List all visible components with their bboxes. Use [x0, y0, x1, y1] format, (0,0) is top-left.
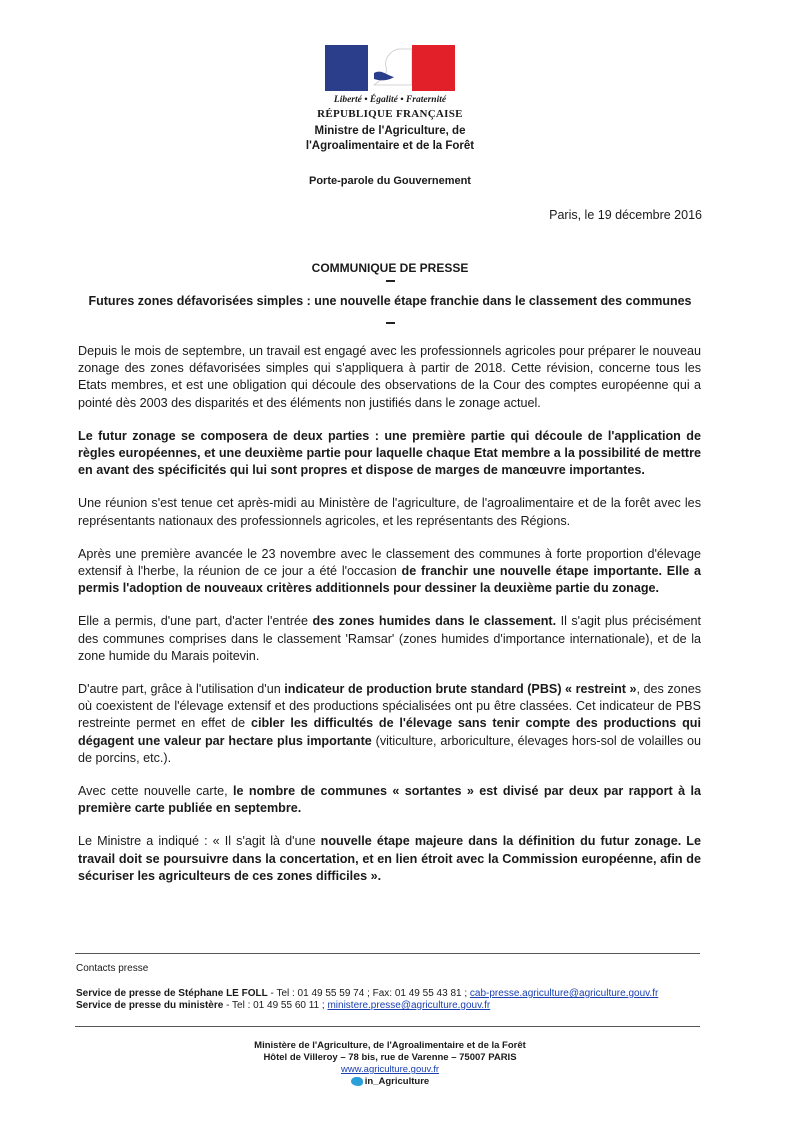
contact-label: Service de presse de Stéphane LE FOLL [76, 988, 268, 999]
email-link[interactable]: cab-presse.agriculture@agriculture.gouv.fr [469, 988, 659, 999]
text: , des zones où coexistent de l'élevage extensif et des productions spécialisées ont pu être classées. Cet indicateur de PBS restreinte permet en effet de [78, 682, 701, 731]
paragraph-1: Depuis le mois de septembre, un travail est engagé avec les professionnels agricoles pour préparer le nouveau zonage des zones défavorisées simples qui s'appliquera à partir de 2018. Cette révision, concerne tous les Etats membres, et est une obligation qui découle des observations de la Cour des comptes européenne qui a pointé dès 2003 des disparités et des éléments non justifiés dans le zonage actuel. [78, 344, 701, 410]
email-link[interactable]: ministere.presse@agriculture.gouv.fr [327, 1000, 491, 1011]
text: Il s'agit plus précisément des communes comprises dans le classement 'Ramsar' (zones humides d'importance internationale), et de la zone humide du Marais poitevin. [78, 614, 701, 663]
twitter-handle[interactable]: in_Agriculture [364, 1076, 430, 1087]
paragraph-4 [78, 546, 701, 598]
paragraph-5 [78, 613, 701, 665]
text: D'autre part, grâce à l'utilisation d'un [78, 682, 285, 697]
paragraph-6 [78, 681, 701, 767]
text: Elle a permis, d'une part, d'acter l'entrée [78, 614, 313, 629]
contacts-heading: Contacts presse [76, 963, 149, 974]
footer [180, 1040, 600, 1088]
spokesperson-title: Porte-parole du Gouvernement [309, 175, 471, 187]
divider [75, 953, 700, 954]
bold-text: le nombre de communes « sortantes » est divisé par deux par rapport à la première carte publiée en septembre. [78, 784, 701, 816]
bold-text: cibler les difficultés de l'élevage sans tenir compte des productions qui dégagent une valeur par hectare plus importante [78, 716, 701, 748]
contact-line-2 [76, 1000, 490, 1011]
separator-dash [386, 322, 395, 324]
separator-dash [386, 280, 395, 282]
ministry-line-1: Ministre de l'Agriculture, de [314, 125, 466, 137]
text: Avec cette nouvelle carte, [78, 784, 234, 799]
motto: Liberté • Égalité • Fraternité [333, 95, 447, 105]
contact-text: - Tel : 01 49 55 59 74 ; Fax: 01 49 55 43 81 ; [267, 988, 470, 999]
republic-name: RÉPUBLIQUE FRANÇAISE [317, 108, 463, 120]
text: Après une première avancée le 23 novembre avec le classement des communes à forte proportion d'élevage extensif à l'herbe, la réunion de ce jour a été l'occasion [78, 546, 701, 579]
document-subtitle: Futures zones défavorisées simples : une nouvelle étape franchie dans le classement des communes [88, 294, 692, 308]
footer-ministry: Ministère de l'Agriculture, de l'Agroalimentaire et de la Forêt [254, 1040, 526, 1051]
website-link[interactable]: www.agriculture.gouv.fr [340, 1064, 440, 1075]
bold-text: nouvelle étape majeure dans la définition du futur zonage. Le travail doit se poursuivre dans la concertation, et en lien étroit avec la Commission européenne, afin de sécuriser les agriculteurs de ces zones difficiles ». [78, 834, 701, 883]
contact-line-1 [76, 988, 658, 999]
divider [75, 1026, 700, 1027]
ministry-name [260, 124, 520, 154]
date-line: Paris, le 19 décembre 2016 [549, 208, 702, 222]
paragraph-8 [78, 833, 701, 885]
contact-label: Service de presse du ministère [76, 1000, 224, 1011]
paragraph-7 [78, 783, 701, 817]
contact-text: - Tel : 01 49 55 60 11 ; [223, 1000, 328, 1011]
body-text [78, 343, 701, 901]
text: (viticulture, arboriculture, élevages hors-sol de volailles ou de porcins, etc.). [78, 733, 702, 765]
ministry-line-2: l'Agroalimentaire et de la Forêt [305, 140, 475, 152]
text: Le Ministre a indiqué : « Il s'agit là d'une [78, 834, 321, 849]
bold-text: des zones humides dans le classement. [312, 614, 557, 629]
twitter-bird-icon [351, 1077, 363, 1086]
document-title: COMMUNIQUE DE PRESSE [311, 261, 469, 275]
bold-text: Le futur zonage se composera de deux parties : une première partie qui découle de l'application de règles européennes, et une deuxième partie pour laquelle chaque Etat membre a la possibilité de mettre en avant des spécificités qui lui sont propres et dispose de marges de manœuvre importantes. [78, 428, 701, 478]
marianne-logo [325, 45, 455, 91]
paragraph-3: Une réunion s'est tenue cet après-midi au Ministère de l'agriculture, de l'agroalimentaire et de la forêt avec les représentants nationaux des professionnels agricoles, et les représentants des Régions. [78, 496, 701, 528]
bold-text: indicateur de production brute standard (PBS) « restreint » [284, 682, 637, 697]
paragraph-2 [78, 428, 701, 480]
footer-address: Hôtel de Villeroy – 78 bis, rue de Varenne – 75007 PARIS [263, 1052, 517, 1063]
bold-text: de franchir une nouvelle étape importante. Elle a permis l'adoption de nouveaux critères additionnels pour dessiner la deuxième partie du zonage. [78, 564, 701, 596]
